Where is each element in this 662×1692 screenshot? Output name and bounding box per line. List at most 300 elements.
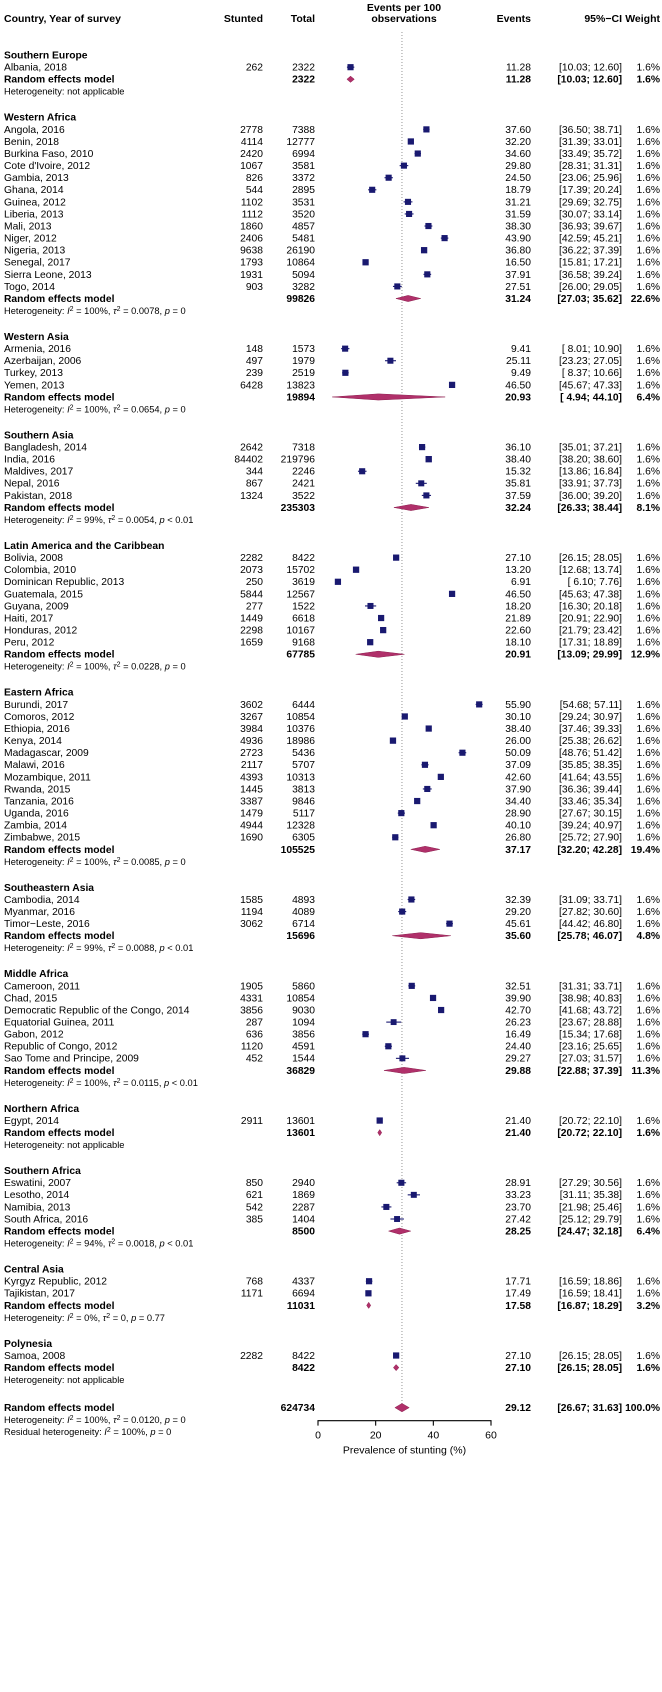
study-stunted: 287 (245, 1017, 263, 1029)
study-stunted: 621 (245, 1190, 263, 1202)
study-weight: 1.6% (636, 124, 660, 136)
study-weight: 1.6% (636, 796, 660, 808)
study-ci: [29.24; 30.97] (559, 711, 622, 723)
study-stunted: 2420 (240, 148, 263, 160)
study-marker (415, 150, 421, 156)
study-events: 17.49 (505, 1288, 531, 1300)
study-marker (362, 1031, 368, 1037)
study-weight: 1.6% (636, 380, 660, 392)
study-stunted: 1102 (240, 197, 263, 209)
study-label: Tanzania, 2016 (4, 796, 74, 808)
study-events: 46.50 (505, 589, 531, 601)
study-ci: [41.64; 43.55] (559, 772, 622, 784)
study-events: 37.90 (505, 784, 531, 796)
study-total: 1869 (292, 1190, 315, 1202)
study-stunted: 4393 (240, 772, 263, 784)
study-events: 32.20 (505, 136, 531, 148)
study-label: Egypt, 2014 (4, 1115, 59, 1127)
group-summary-weight: 11.3% (631, 1065, 660, 1077)
study-marker (409, 983, 415, 989)
group-summary-events: 20.91 (505, 649, 531, 661)
study-label: Dominican Republic, 2013 (4, 577, 125, 589)
study-weight: 1.6% (636, 197, 660, 209)
study-events: 46.50 (505, 380, 531, 392)
study-total: 9846 (292, 796, 315, 808)
study-marker (426, 456, 432, 462)
study-marker (423, 126, 429, 132)
study-label: Maldives, 2017 (4, 466, 74, 478)
study-total: 3372 (292, 173, 315, 185)
study-ci: [36.00; 39.20] (559, 490, 622, 502)
study-total: 1573 (292, 344, 315, 356)
study-marker (414, 798, 420, 804)
study-events: 24.50 (505, 173, 531, 185)
study-label: Zimbabwe, 2015 (4, 832, 81, 844)
study-stunted: 497 (245, 356, 263, 368)
study-ci: [28.31; 31.31] (559, 161, 622, 173)
study-marker (398, 1180, 404, 1186)
study-marker (386, 175, 392, 181)
study-weight: 1.6% (636, 269, 660, 281)
study-total: 5707 (292, 760, 315, 772)
study-total: 7388 (292, 124, 315, 136)
study-label: Republic of Congo, 2012 (4, 1041, 118, 1053)
study-stunted: 4944 (240, 820, 263, 832)
study-weight: 1.6% (636, 613, 660, 625)
study-stunted: 2282 (240, 553, 263, 565)
x-axis-label: Prevalence of stunting (%) (342, 1444, 467, 1457)
study-ci: [54.68; 57.11] (559, 699, 622, 711)
group-summary-events: 20.93 (505, 392, 531, 404)
study-marker (359, 468, 365, 474)
study-marker (449, 591, 455, 597)
study-events: 27.51 (505, 281, 531, 293)
study-marker (408, 138, 414, 144)
group-summary-ci: [16.87; 18.29] (557, 1300, 622, 1312)
study-ci: [15.34; 17.68] (559, 1029, 622, 1041)
study-ci: [17.39; 20.24] (559, 185, 622, 197)
group-summary-events: 35.60 (505, 931, 531, 943)
study-label: Togo, 2014 (4, 281, 55, 293)
summary-diamond (384, 1067, 426, 1073)
summary-diamond (392, 933, 451, 939)
study-weight: 1.6% (636, 1288, 660, 1300)
summary-diamond (332, 394, 445, 400)
study-total: 10854 (286, 711, 315, 723)
study-total: 3856 (292, 1029, 315, 1041)
study-weight: 1.6% (636, 808, 660, 820)
group-heading: Eastern Africa (4, 687, 74, 699)
study-weight: 1.6% (636, 723, 660, 735)
study-label: Cambodia, 2014 (4, 894, 80, 906)
study-events: 37.09 (505, 760, 531, 772)
heterogeneity-text: Heterogeneity: $I^2 = 100\%$, $\tau^2 = 0.0085$, p = 0 (4, 856, 186, 867)
study-events: 36.10 (505, 442, 531, 454)
study-marker (459, 750, 465, 756)
study-marker (446, 921, 452, 927)
study-marker (362, 259, 368, 265)
study-marker (405, 199, 411, 205)
study-marker (408, 896, 414, 902)
study-weight: 1.6% (636, 148, 660, 160)
axis-tick-label: 20 (369, 1429, 382, 1442)
study-label: Bolivia, 2008 (4, 553, 63, 565)
study-total: 26190 (286, 245, 315, 257)
study-total: 12328 (286, 820, 315, 832)
study-marker (353, 567, 359, 573)
study-ci: [26.15; 28.05] (559, 553, 622, 565)
study-weight: 1.6% (636, 1190, 660, 1202)
study-marker (418, 480, 424, 486)
study-stunted: 1194 (240, 906, 263, 918)
study-events: 16.49 (505, 1029, 531, 1041)
study-events: 40.10 (505, 820, 531, 832)
study-label: Kyrgyz Republic, 2012 (4, 1276, 108, 1288)
study-stunted: 2778 (240, 124, 263, 136)
study-ci: [26.00; 29.05] (559, 281, 622, 293)
study-total: 6618 (292, 613, 315, 625)
study-marker (387, 358, 393, 364)
study-events: 42.70 (505, 1005, 531, 1017)
study-marker (342, 346, 348, 352)
study-total: 13601 (286, 1115, 315, 1127)
study-stunted: 850 (245, 1178, 263, 1190)
study-weight: 1.6% (636, 748, 660, 760)
study-events: 55.90 (505, 699, 531, 711)
study-weight: 1.6% (636, 478, 660, 490)
study-total: 4089 (292, 906, 315, 918)
group-summary-total: 13601 (286, 1128, 315, 1140)
study-ci: [41.68; 43.72] (559, 1005, 622, 1017)
study-ci: [16.59; 18.41] (559, 1288, 622, 1300)
header-stunted: Stunted (223, 13, 263, 25)
heterogeneity-text: Heterogeneity: $I^2 = 100\%$, $\tau^2 = 0.0120$, p = 0 (4, 1414, 186, 1426)
study-total: 9030 (292, 1005, 315, 1017)
group-summary-events: 21.40 (505, 1128, 531, 1140)
study-weight: 1.6% (636, 173, 660, 185)
summary-diamond (347, 76, 354, 82)
study-marker (393, 555, 399, 561)
study-total: 2421 (292, 478, 315, 490)
study-ci: [17.31; 18.89] (559, 637, 622, 649)
study-stunted: 3856 (240, 1005, 263, 1017)
study-events: 28.91 (505, 1178, 531, 1190)
overall-total: 624734 (280, 1403, 315, 1415)
study-label: Mozambique, 2011 (4, 772, 91, 784)
study-total: 3531 (292, 197, 315, 209)
group-summary-events: 31.24 (505, 293, 531, 305)
study-weight: 1.6% (636, 589, 660, 601)
study-events: 29.80 (505, 161, 531, 173)
study-marker (431, 822, 437, 828)
study-total: 1979 (292, 356, 315, 368)
header-weight: Weight (625, 13, 660, 25)
study-label: Pakistan, 2018 (4, 490, 73, 502)
study-stunted: 636 (245, 1029, 263, 1041)
study-events: 18.10 (505, 637, 531, 649)
study-events: 43.90 (505, 233, 531, 245)
study-marker (401, 163, 407, 169)
study-marker (399, 1055, 405, 1061)
header-study: Country, Year of survey (4, 13, 121, 25)
group-summary-weight: 12.9% (630, 649, 660, 661)
group-heading: Central Asia (4, 1264, 64, 1276)
study-total: 3581 (292, 161, 315, 173)
study-ci: [33.46; 35.34] (559, 796, 622, 808)
study-stunted: 3387 (240, 796, 263, 808)
group-summary-label: Random effects model (4, 293, 115, 305)
study-ci: [35.85; 38.35] (559, 760, 622, 772)
study-total: 1094 (292, 1017, 315, 1029)
group-summary-weight: 6.4% (636, 1226, 660, 1238)
study-weight: 1.6% (636, 919, 660, 931)
study-label: Burundi, 2017 (4, 699, 69, 711)
study-label: Malawi, 2016 (4, 760, 65, 772)
study-total: 2519 (292, 368, 315, 380)
study-stunted: 1690 (240, 832, 263, 844)
heterogeneity-text: Heterogeneity: not applicable (4, 86, 125, 97)
study-marker (390, 738, 396, 744)
study-events: 11.28 (505, 62, 531, 74)
group-heading: Southern Africa (4, 1166, 81, 1178)
study-stunted: 1860 (240, 221, 263, 233)
group-summary-ci: [24.47; 32.18] (557, 1226, 622, 1238)
study-events: 18.20 (505, 601, 531, 613)
study-total: 2287 (292, 1202, 315, 1214)
study-weight: 1.6% (636, 245, 660, 257)
study-events: 27.42 (505, 1214, 531, 1226)
study-marker (394, 1216, 400, 1222)
study-weight: 1.6% (636, 894, 660, 906)
study-total: 9168 (292, 637, 315, 649)
study-stunted: 2298 (240, 625, 263, 637)
study-marker (392, 834, 398, 840)
study-marker (438, 1007, 444, 1013)
study-stunted: 148 (245, 344, 263, 356)
study-weight: 1.6% (636, 1041, 660, 1053)
study-total: 3813 (292, 784, 315, 796)
study-events: 28.90 (505, 808, 531, 820)
study-total: 4857 (292, 221, 315, 233)
study-marker (406, 211, 412, 217)
study-ci: [31.31; 33.71] (559, 981, 622, 993)
study-weight: 1.6% (636, 62, 660, 74)
header-plot-line2: observations (371, 13, 437, 25)
group-summary-total: 15696 (286, 931, 315, 943)
study-label: Namibia, 2013 (4, 1202, 71, 1214)
study-ci: [27.67; 30.15] (559, 808, 622, 820)
summary-diamond (394, 504, 429, 510)
group-summary-weight: 22.6% (630, 293, 660, 305)
study-marker (380, 627, 386, 633)
study-weight: 1.6% (636, 1350, 660, 1362)
study-weight: 1.6% (636, 637, 660, 649)
study-stunted: 3062 (240, 919, 263, 931)
study-label: Bangladesh, 2014 (4, 442, 88, 454)
study-weight: 1.6% (636, 1017, 660, 1029)
study-events: 29.27 (505, 1053, 531, 1065)
group-summary-weight: 3.2% (636, 1300, 660, 1312)
study-stunted: 3267 (240, 711, 263, 723)
study-label: Gambia, 2013 (4, 173, 69, 185)
study-weight: 1.6% (636, 185, 660, 197)
summary-diamond (356, 651, 405, 657)
overall-label: Random effects model (4, 1403, 115, 1415)
study-label: Azerbaijan, 2006 (4, 356, 82, 368)
group-summary-ci: [20.72; 22.10] (557, 1128, 622, 1140)
study-events: 18.79 (505, 185, 531, 197)
study-total: 10167 (286, 625, 315, 637)
summary-diamond (411, 846, 440, 852)
group-summary-label: Random effects model (4, 1362, 115, 1374)
study-stunted: 452 (245, 1053, 263, 1065)
study-weight: 1.6% (636, 209, 660, 221)
study-label: India, 2016 (4, 454, 55, 466)
study-stunted: 1445 (240, 784, 263, 796)
group-summary-label: Random effects model (4, 931, 115, 943)
group-heading: Southern Europe (4, 50, 88, 62)
group-summary-events: 29.88 (505, 1065, 531, 1077)
study-marker (383, 1204, 389, 1210)
study-marker (424, 271, 430, 277)
group-summary-ci: [ 4.94; 44.10] (560, 392, 622, 404)
study-ci: [36.22; 37.39] (559, 245, 622, 257)
study-label: Samoa, 2008 (4, 1350, 66, 1362)
group-summary-events: 32.24 (505, 502, 531, 514)
study-label: Rwanda, 2015 (4, 784, 71, 796)
study-events: 21.40 (505, 1115, 531, 1127)
heterogeneity-text: Heterogeneity: $I^2 = 94\%$, $\tau^2 = 0.0018$, p < 0.01 (4, 1238, 194, 1249)
study-weight: 1.6% (636, 221, 660, 233)
group-heading: Southern Asia (4, 430, 74, 442)
study-label: Lesotho, 2014 (4, 1190, 70, 1202)
study-stunted: 2406 (240, 233, 263, 245)
study-total: 8422 (292, 1350, 315, 1362)
study-weight: 1.6% (636, 981, 660, 993)
study-ci: [31.09; 33.71] (559, 894, 622, 906)
study-ci: [45.67; 47.33] (559, 380, 622, 392)
study-marker (426, 725, 432, 731)
study-stunted: 867 (245, 478, 263, 490)
study-total: 10864 (286, 257, 315, 269)
study-weight: 1.6% (636, 906, 660, 918)
study-total: 4591 (292, 1041, 315, 1053)
study-weight: 1.6% (636, 832, 660, 844)
study-label: Madagascar, 2009 (4, 748, 89, 760)
study-ci: [ 8.01; 10.90] (561, 344, 622, 356)
study-label: Myanmar, 2016 (4, 906, 75, 918)
study-marker (438, 774, 444, 780)
study-total: 3522 (292, 490, 315, 502)
summary-diamond (393, 1364, 398, 1370)
study-ci: [37.46; 39.33] (559, 723, 622, 735)
study-events: 34.60 (505, 148, 531, 160)
study-ci: [33.91; 37.73] (559, 478, 622, 490)
study-label: Equatorial Guinea, 2011 (4, 1017, 115, 1029)
heterogeneity-text: Heterogeneity: $I^2 = 100\%$, $\tau^2 = 0.0115$, p < 0.01 (4, 1077, 198, 1088)
study-ci: [30.07; 33.14] (559, 209, 622, 221)
study-ci: [35.01; 37.21] (559, 442, 622, 454)
study-stunted: 1585 (240, 894, 263, 906)
heterogeneity-text: Heterogeneity: $I^2 = 99\%$, $\tau^2 = 0.0054$, p < 0.01 (4, 514, 194, 525)
study-total: 2895 (292, 185, 315, 197)
group-summary-events: 17.58 (505, 1300, 531, 1312)
study-total: 5094 (292, 269, 315, 281)
study-events: 22.60 (505, 625, 531, 637)
study-label: Timor−Leste, 2016 (4, 919, 90, 931)
group-summary-label: Random effects model (4, 1128, 115, 1140)
study-weight: 1.6% (636, 699, 660, 711)
study-weight: 1.6% (636, 1005, 660, 1017)
study-label: Niger, 2012 (4, 233, 57, 245)
study-marker (342, 370, 348, 376)
study-events: 15.32 (505, 466, 531, 478)
study-label: Burkina Faso, 2010 (4, 148, 94, 160)
study-label: Cote d'Ivoire, 2012 (4, 161, 91, 173)
study-ci: [25.38; 26.62] (559, 736, 622, 748)
study-weight: 1.6% (636, 1053, 660, 1065)
study-weight: 1.6% (636, 760, 660, 772)
study-total: 15702 (286, 565, 315, 577)
group-summary-label: Random effects model (4, 1226, 115, 1238)
group-summary-ci: [27.03; 35.62] (557, 293, 622, 305)
summary-diamond (367, 1302, 371, 1308)
study-label: Chad, 2015 (4, 993, 58, 1005)
axis-tick-label: 0 (315, 1429, 321, 1442)
study-weight: 1.6% (636, 993, 660, 1005)
study-stunted: 1112 (241, 209, 263, 221)
study-marker (367, 639, 373, 645)
group-heading: Southeastern Asia (4, 882, 95, 894)
study-events: 17.71 (505, 1276, 531, 1288)
group-summary-weight: 8.1% (636, 502, 660, 514)
heterogeneity-text: Heterogeneity: $I^2 = 100\%$, $\tau^2 = 0.0654$, p = 0 (4, 403, 186, 415)
study-ci: [31.11; 35.38] (559, 1190, 622, 1202)
study-marker (449, 382, 455, 388)
study-events: 26.23 (505, 1017, 531, 1029)
axis-tick-label: 40 (427, 1429, 440, 1442)
study-stunted: 1449 (240, 613, 263, 625)
study-total: 1544 (292, 1053, 315, 1065)
study-stunted: 344 (245, 466, 263, 478)
study-stunted: 5844 (240, 589, 263, 601)
study-weight: 1.6% (636, 281, 660, 293)
study-events: 36.80 (505, 245, 531, 257)
study-weight: 1.6% (636, 784, 660, 796)
group-summary-ci: [13.09; 29.99] (557, 649, 622, 661)
group-summary-weight: 6.4% (636, 392, 660, 404)
study-events: 38.30 (505, 221, 531, 233)
group-summary-total: 2322 (292, 74, 315, 86)
study-total: 12567 (286, 589, 315, 601)
study-events: 38.40 (505, 454, 531, 466)
study-weight: 1.6% (636, 601, 660, 613)
study-stunted: 1067 (240, 161, 263, 173)
study-weight: 1.6% (636, 820, 660, 832)
group-summary-total: 36829 (286, 1065, 315, 1077)
study-stunted: 826 (245, 173, 263, 185)
study-events: 38.40 (505, 723, 531, 735)
study-ci: [10.03; 12.60] (559, 62, 622, 74)
group-summary-weight: 1.6% (636, 74, 660, 86)
study-weight: 1.6% (636, 490, 660, 502)
study-total: 6714 (292, 919, 315, 931)
study-weight: 1.6% (636, 1214, 660, 1226)
study-ci: [44.42; 46.80] (559, 919, 622, 931)
study-stunted: 544 (245, 185, 263, 197)
study-ci: [45.63; 47.38] (559, 589, 622, 601)
group-heading: Latin America and the Caribbean (4, 540, 165, 552)
